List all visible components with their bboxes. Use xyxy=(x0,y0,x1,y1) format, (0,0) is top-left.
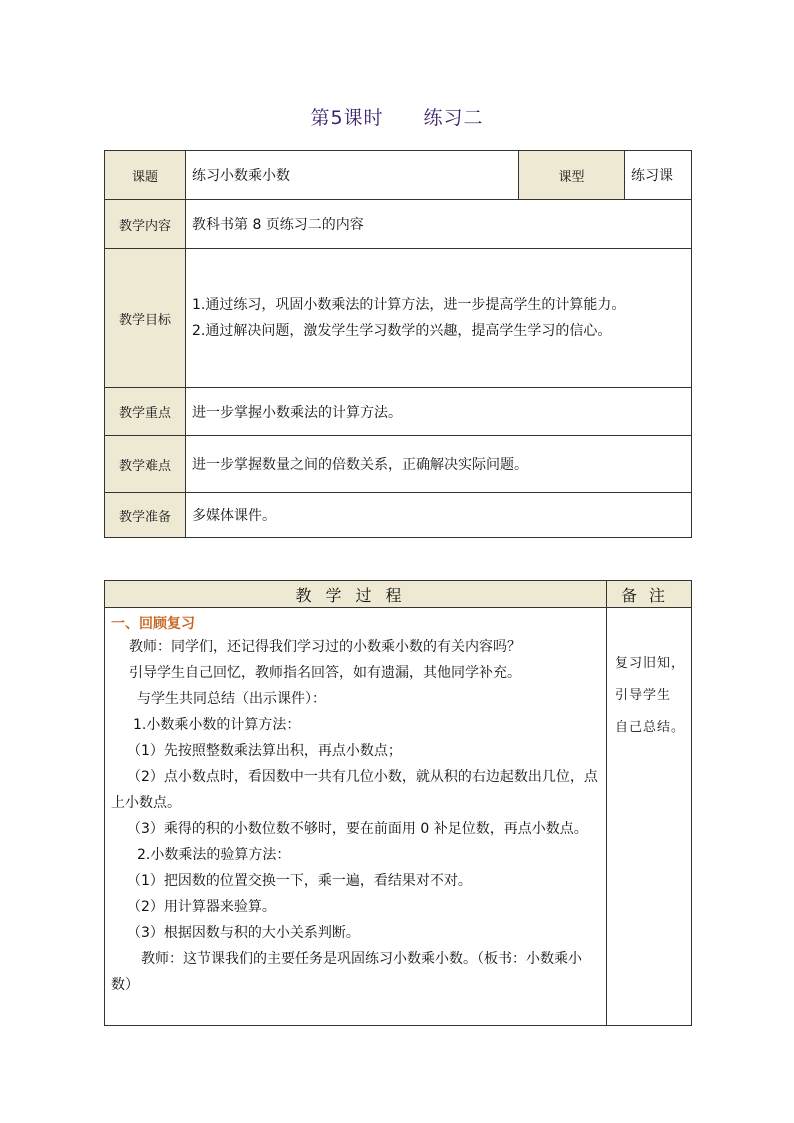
lesson-number: 第5课时 xyxy=(310,107,384,129)
note-line: 自己总结。 xyxy=(615,720,686,735)
process-line: （2）用计算器来验算。 xyxy=(127,899,276,915)
topic-label: 课题 xyxy=(105,151,186,200)
process-line: 引导学生自己回忆，教师指名回答，如有遗漏，其他同学补充。 xyxy=(129,665,521,681)
note-header: 备注 xyxy=(607,581,692,608)
key-label: 教学重点 xyxy=(105,388,186,436)
process-line: 2.小数乘法的验算方法： xyxy=(137,847,291,863)
content-label: 教学内容 xyxy=(105,200,186,249)
content-value: 教科书第 8 页练习二的内容 xyxy=(186,200,692,249)
lesson-info-table xyxy=(104,150,692,538)
goal-item: 2.通过解决问题，激发学生学习数学的兴趣，提高学生学习的信心。 xyxy=(192,323,612,339)
process-line: （1）先按照整数乘法算出积，再点小数点； xyxy=(127,743,402,759)
process-line: （1）把因数的位置交换一下，乘一遍，看结果对不对。 xyxy=(127,873,472,889)
section-heading: 一、回顾复习 xyxy=(111,616,195,632)
process-header: 教学过程 xyxy=(105,581,607,608)
type-label: 课型 xyxy=(519,151,625,200)
process-line: 1.小数乘小数的计算方法： xyxy=(133,717,301,733)
type-value: 练习课 xyxy=(625,151,692,200)
page-title xyxy=(0,103,794,130)
difficult-value: 进一步掌握数量之间的倍数关系，正确解决实际问题。 xyxy=(186,436,692,493)
process-line: （3）乘得的积的小数位数不够时，要在前面用 0 补足位数，再点小数点。 xyxy=(127,821,588,837)
prep-value: 多媒体课件。 xyxy=(186,493,692,538)
process-line: 与学生共同总结（出示课件）： xyxy=(137,691,326,707)
process-line: （2）点小数点时，看因数中一共有几位小数，就从积的右边起数出几位，点上小数点。 xyxy=(111,769,598,811)
prep-label: 教学准备 xyxy=(105,493,186,538)
goal-label: 教学目标 xyxy=(105,249,186,388)
note-line: 引导学生 xyxy=(615,688,672,703)
topic-value: 练习小数乘小数 xyxy=(186,151,519,200)
goal-value xyxy=(186,249,692,388)
teaching-process-table xyxy=(104,580,692,1026)
difficult-label: 教学难点 xyxy=(105,436,186,493)
goal-item: 1.通过练习，巩固小数乘法的计算方法，进一步提高学生的计算能力。 xyxy=(192,297,626,313)
process-line: （3）根据因数与积的大小关系判断。 xyxy=(127,925,360,941)
process-line: 教师：同学们，还记得我们学习过的小数乘小数的有关内容吗？ xyxy=(129,639,521,655)
note-line: 复习旧知， xyxy=(615,656,686,671)
process-body xyxy=(105,608,607,1026)
process-line: 教师：这节课我们的主要任务是巩固练习小数乘小数。（板书：小数乘小数） xyxy=(111,951,582,993)
key-value: 进一步掌握小数乘法的计算方法。 xyxy=(186,388,692,436)
note-body xyxy=(607,608,692,1026)
lesson-name: 练习二 xyxy=(423,107,484,129)
